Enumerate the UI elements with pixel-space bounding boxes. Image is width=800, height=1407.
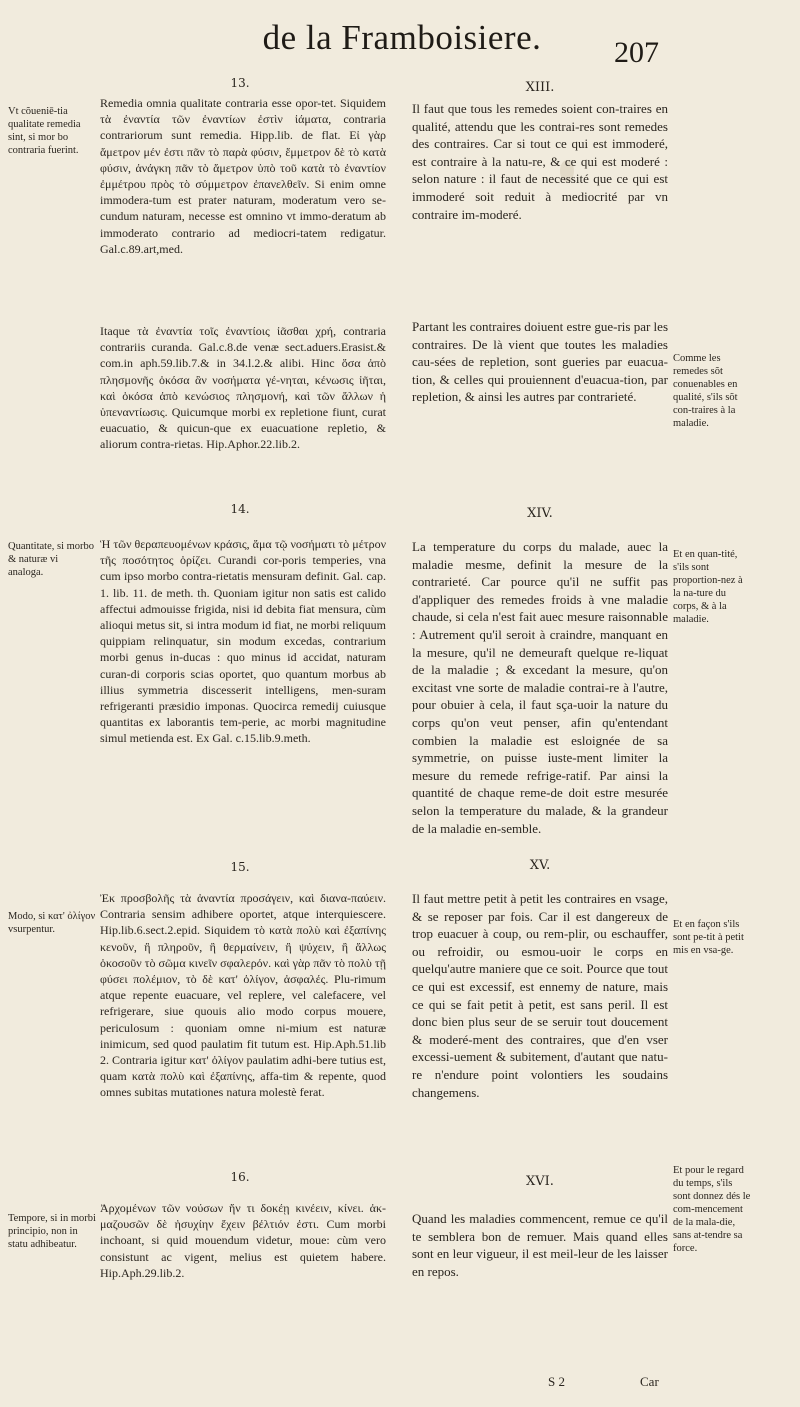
latin-paragraph: Ἀρχομένων τῶν νούσων ἤν τι δοκέῃ κινέειν, κίνει. ἀκ-μαζουσῶν δὲ ἡσυχίην ἔχειν βέλτιόν ἐστι. Cum morbi inchoant, si quid mouendum videtur, moue: cùm vero consistunt ac vigent, melius est quietem habere. Hip.Aph.29.lib.2. xyxy=(100,1201,386,1280)
french-paragraph: Il faut que tous les remedes soient con-traires en qualité, attendu que les contrai-res sont remedes des contraires. Car si tout ce qui est immoderé, est contraire à la natu-re, & ce qui est moderé : selon nature : il faut de necessité que ce qui est immoderé soit reduit à mediocrité par vn contraire im-moderé. xyxy=(412,101,668,222)
french-margin-note: Et pour le regard du temps, s'ils sont donnez dés le com-mencement de la mala-die, sans at-tendre sa force. xyxy=(673,1165,751,1254)
french-margin-note: Comme les remedes sõt conuenables en qualité, s'ils sõt con-traires à la maladie. xyxy=(673,353,738,429)
latin-margin-note: Modo, si κατ' ὀλίγον vsurpentur. xyxy=(8,911,96,935)
latin-margin-note: Tempore, si in morbi principio, non in statu adhibeatur. xyxy=(8,1213,96,1250)
french-paragraph: Il faut mettre petit à petit les contraires en vsage, & se reposer par fois. Car il est dangereux de trop euacuer à coup, ou rem-plir, ou eschauffer, ou refroidir, ou esmou-uoir le corps en quelqu'autre maniere que ce soit. Pource que tout ce qui est excessif, est ennemy de nature, mais ce qui se fait petit à petit, est sans peril. Il est donc bien plus seur de se seruir tout doucement & moderé-ment des contraires, que d'en vser excessi-uement & subitement, d'autant que natu-re n'endure point volontiers les soudains changemens. xyxy=(412,891,668,1100)
french-section-number: XVI. xyxy=(526,1174,554,1189)
page-number: 207 xyxy=(614,36,659,69)
french-section-number: XV. xyxy=(529,858,551,873)
latin-section-number: 14. xyxy=(230,502,250,516)
latin-paragraph: Itaque τὰ ἐναντία τοῖς ἐναντίοις ἰᾶσθαι χρή, contraria contrariis curanda. Gal.c.8.de venæ sect.aduers.Erasist.& com.in aph.59.lib.7.& in 34.l.2.& alibi. Hinc ὅσα ἀπὸ πλησμονῆς ὁκόσα ἂν νοσήματα γέ-νηται, κένωσις ἰῆται, καὶ ὁκόσα ἀπὸ κενώσιος πλησμονή, καὶ τῶν ἄλλων ἡ ὑπεναντίωσις. Quicumque morbi ex repletione fiunt, curat euacuatio, & quicun-que ex euacuatione repletio, & aliorum contra-rietas. Hip.Aphor.22.lib.2. xyxy=(100,324,386,452)
french-section-number: XIV. xyxy=(527,506,553,521)
french-section-number: XIII. xyxy=(525,80,555,95)
latin-paragraph: Ἐκ προσβολῆς τὰ ἀναντία προσάγειν, καὶ διανα-παύειν. Contraria sensim adhibere oportet, atque interquiescere. Hip.lib.6.sect.2.epid. Siquidem τὸ κατὰ πολὺ καὶ ἐξαπίνης κενοῦν, ἢ πληροῦν, ἢ θερμαίνειν, ἢ ψύχειν, ἢ ἄλλως ὁκοσοῦν τὸ σῶμα κινεῖν σφαλερόν. καὶ γὰρ πᾶν τὸ πολὺ τῇ φύσει πολέμιον, τὸ δὲ κατ' ὀλίγον, ἀσφαλές. Plu-rimum atque repente euacuare, vel replere, vel calefacere, vel refrigerare, siue quouis alio modo corpus mouere, periculosum : quoniam omne ni-mium est naturæ inimicum, sed quod paulatim fit tutum est. Hip.Aph.51.lib 2. Contraria igitur κατ' ὀλίγον paulatim adhi-bere tutius est, quam κατὰ πολὺ καὶ ἐξαπίνης, affa-tim & repente, quod omnes subitas mutationes natura molestè ferat. xyxy=(100,891,386,1100)
latin-paragraph: Ἡ τῶν θεραπευομένων κράσις, ἅμα τῷ νοσήματι τὸ μέτρον τῆς ποσότητος ὁρίζει. Curandi cor-poris temperies, vna cum ipso morbo contra-rietatis mensuram definit. Gal. cap. 1. lib. 11. de meth. th. Quoniam igitur non satis est calido affectui admouisse frigida, nisi id debita fiat mensura, cùm alioqui metus sit, si intra modum id fiat, ne morbi reliquum quippiam relinquatur, sin modum excedas, contrarium morbi genus in-ducas : quo minus id accidat, naturam curan-di corporis scias oportet, quo quantum morbus ab illius symmetria discesserit intelligens, men-suram refrigeranti præsidio imponas. Quocirca remedij cuiusque quantitas ex laborantis tem-perie, ac morbi magnitudine simul metienda est. Ex Gal. c.15.lib.9.meth. xyxy=(100,537,386,746)
french-paragraph: Partant les contraires doiuent estre gue-ris par les contraires. De là vient que toutes les maladies cau-sées de repletion, sont gueries par euacua-tion, & celles qui prouiennent d'euacua-tion, par repletion, & ainsi les autres par contrarieté. xyxy=(412,319,668,405)
latin-section-number: 15. xyxy=(230,860,250,874)
catchword: Car xyxy=(640,1374,659,1389)
latin-section-number: 13. xyxy=(230,76,250,90)
latin-margin-note: Quantitate, si morbo & naturæ vi analoga. xyxy=(8,541,95,578)
french-paragraph: Quand les maladies commencent, remue ce qu'il te semblera bon de remuer. Mais quand elles sont en leur vigueur, il est meil-leur de les laisser en repos. xyxy=(412,1211,668,1279)
latin-paragraph: Remedia omnia qualitate contraria esse opor-tet. Siquidem τὰ ἐναντία τῶν ἐναντίων ἐστὶν ἰάματα, contraria contrariorum sunt remedia. Hipp.lib. de flat. Εἰ γὰρ ἄμετρον μέν ἐστι πᾶν τὸ παρὰ φύσιν, ἔμμετρον δὲ τὸ κατὰ φύσιν, ἀνάγκη πᾶν τὸ ἄμετρον ὑπὸ τοῦ κατὰ τὸ ἐναντίον ἐμμέτρου πρὸς τὸ σύμμετρον ἐπανελθεῖν. Si enim omne immodera-tum est prater naturam, moderatum vero se-cundum naturam, necesse est omnino vt immo-deratum ab immoderato contrario ad mediocri-tatem redigatur. Gal.c.89.art,med. xyxy=(100,96,386,256)
latin-section-number: 16. xyxy=(230,1170,250,1184)
signature-mark: S 2 xyxy=(548,1374,565,1389)
french-paragraph: La temperature du corps du malade, auec la maladie mesme, definit la mesure de la contrarieté. Car pource qu'il ne suffit pas d'appliquer des remedes froids à vne maladie chaude, si cela n'est fait auec mesure raisonnable : Autrement qu'il seroit à craindre, manquant en la mesure, qu'il ne demeuraft quelque re-liquat de la maladie ; & excedant la mesure, qu'on excitast vne sorte de maladie contrai-re à l'autre, pour obuier à cela, il faut sça-uoir la nature du corps qu'on veut penser, afin qu'entendant combien la maladie est esloignée de sa symmetrie, on puisse iuste-ment limiter la mesure du remede refrige-ratif. Par ainsi la quantité de chaque reme-de doit estre mesurée selon la temperature du malade, & la grandeur de la maladie en-semble. xyxy=(412,539,668,836)
latin-margin-note: Vt cõueniē-tia qualitate remedia sint, si mor bo contraria fuerint. xyxy=(8,106,81,156)
running-title: de la Framboisiere. xyxy=(262,18,542,57)
french-margin-note: Et en façon s'ils sont pe-tit à petit mis en vsa-ge. xyxy=(673,919,744,956)
french-margin-note: Et en quan-tité, s'ils sont proportion-nez à la na-ture du corps, & à la maladie. xyxy=(673,549,743,625)
